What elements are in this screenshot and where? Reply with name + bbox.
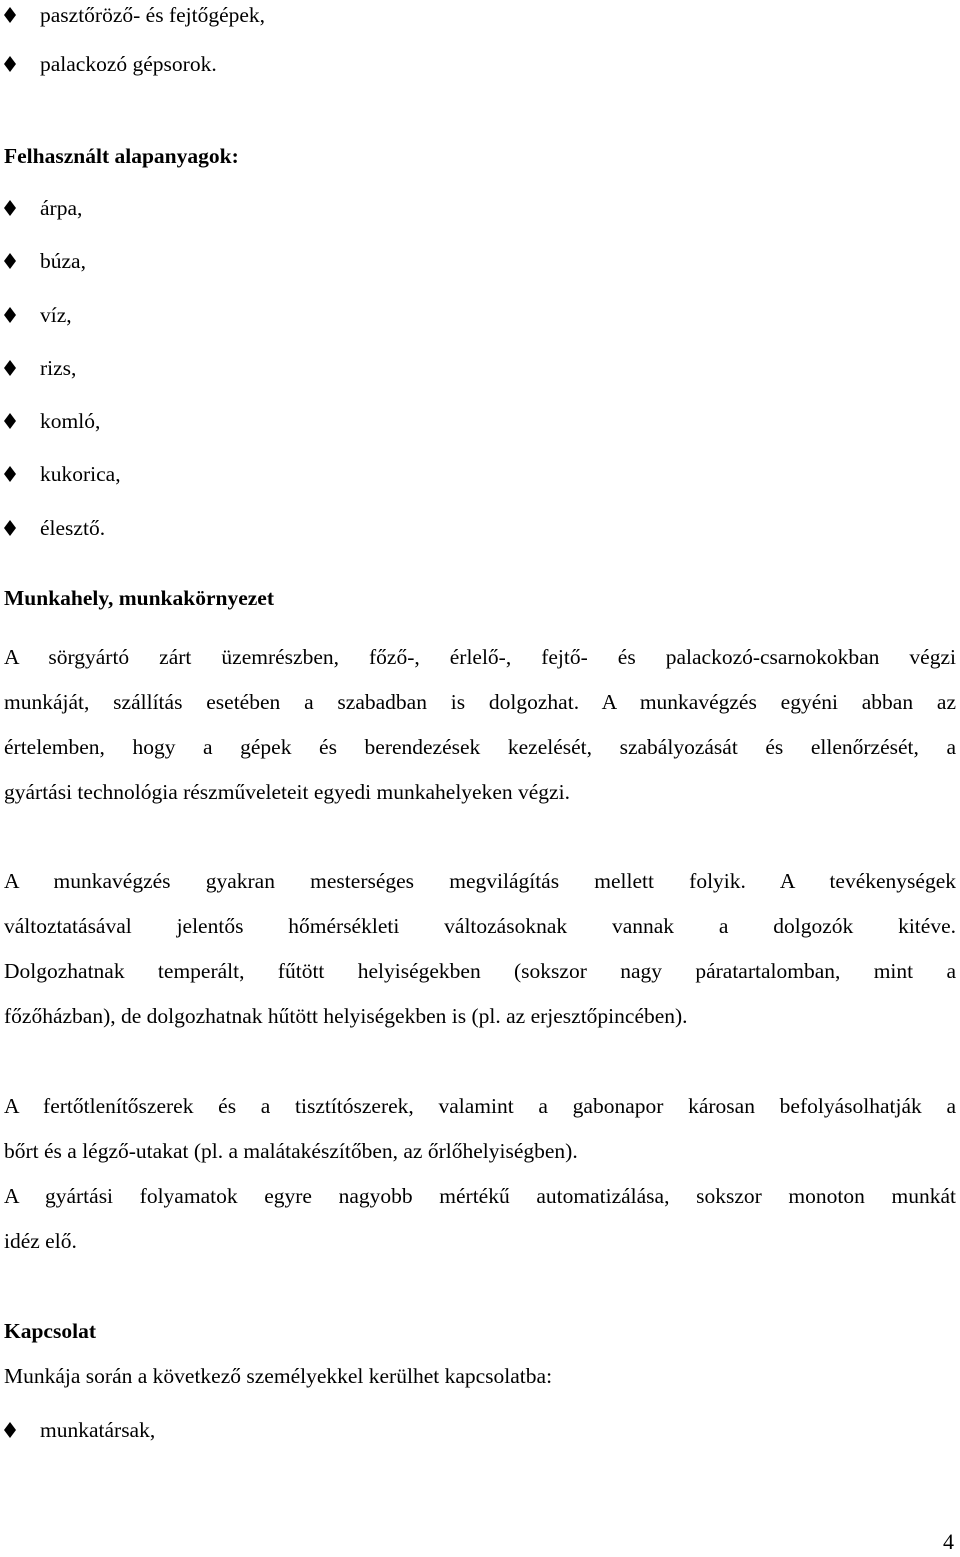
diamond-bullet-icon — [0, 49, 22, 79]
paragraph-line: gyártási technológia részműveleteit egyedi munkahelyeken végzi. — [4, 780, 570, 804]
page-number: 4 — [943, 1529, 954, 1554]
paragraph-line: idéz elő. — [4, 1229, 77, 1253]
heading-contact: Kapcsolat — [4, 1319, 96, 1343]
diamond-bullet-icon — [0, 513, 22, 543]
paragraph-line: Dolgozhatnak temperált, fűtött helyiségekben (sokszor nagy páratartalomban, mint a — [4, 959, 956, 983]
paragraph-line: változtatásával jelentős hőmérsékleti változásoknak vannak a dolgozók kitéve. — [4, 914, 956, 938]
list-item-text: búza, — [40, 249, 86, 273]
diamond-bullet-icon — [0, 0, 22, 30]
list-item-text: palackozó gépsorok. — [40, 52, 217, 76]
list-item-text: munkatársak, — [40, 1418, 156, 1442]
diamond-bullet-icon — [0, 193, 22, 223]
list-item-text: víz, — [40, 303, 72, 327]
contact-intro: Munkája során a következő személyekkel kerülhet kapcsolatba: — [4, 1364, 553, 1388]
paragraph-line: főzőházban), de dolgozhatnak hűtött helyiségekben is (pl. az erjesztőpincében). — [4, 1004, 688, 1028]
paragraph-line: A munkavégzés gyakran mesterséges megvilágítás mellett folyik. A tevékenységek — [4, 869, 956, 893]
diamond-bullet-icon — [0, 459, 22, 489]
list-item-text: árpa, — [40, 196, 83, 220]
diamond-bullet-icon — [0, 406, 22, 436]
heading-materials: Felhasznált alapanyagok: — [4, 144, 239, 168]
list-item-text: kukorica, — [40, 462, 121, 486]
paragraph-line: bőrt és a légző-utakat (pl. a malátakészítőben, az őrlőhelyiségben). — [4, 1139, 578, 1163]
paragraph-line: értelemben, hogy a gépek és berendezések kezelését, szabályozását és ellenőrzését, a — [4, 735, 956, 759]
diamond-bullet-icon — [0, 1415, 22, 1445]
diamond-bullet-icon — [0, 300, 22, 330]
heading-workplace: Munkahely, munkakörnyezet — [4, 586, 274, 610]
paragraph-line: A fertőtlenítőszerek és a tisztítószerek, valamint a gabonapor károsan befolyásolhatják a — [4, 1094, 956, 1118]
list-item-text: élesztő. — [40, 516, 106, 540]
list-item-text: pasztőröző- és fejtőgépek, — [40, 3, 266, 27]
paragraph-line: A gyártási folyamatok egyre nagyobb mértékű automatizálása, sokszor monoton munkát — [4, 1184, 956, 1208]
paragraph-line: munkáját, szállítás esetében a szabadban is dolgozhat. A munkavégzés egyéni abban az — [4, 690, 956, 714]
paragraph-line: A sörgyártó zárt üzemrészben, főző-, érlelő-, fejtő- és palackozó-csarnokokban végzi — [4, 645, 956, 669]
list-item-text: komló, — [40, 409, 101, 433]
diamond-bullet-icon — [0, 353, 22, 383]
list-item-text: rizs, — [40, 356, 77, 380]
diamond-bullet-icon — [0, 246, 22, 276]
